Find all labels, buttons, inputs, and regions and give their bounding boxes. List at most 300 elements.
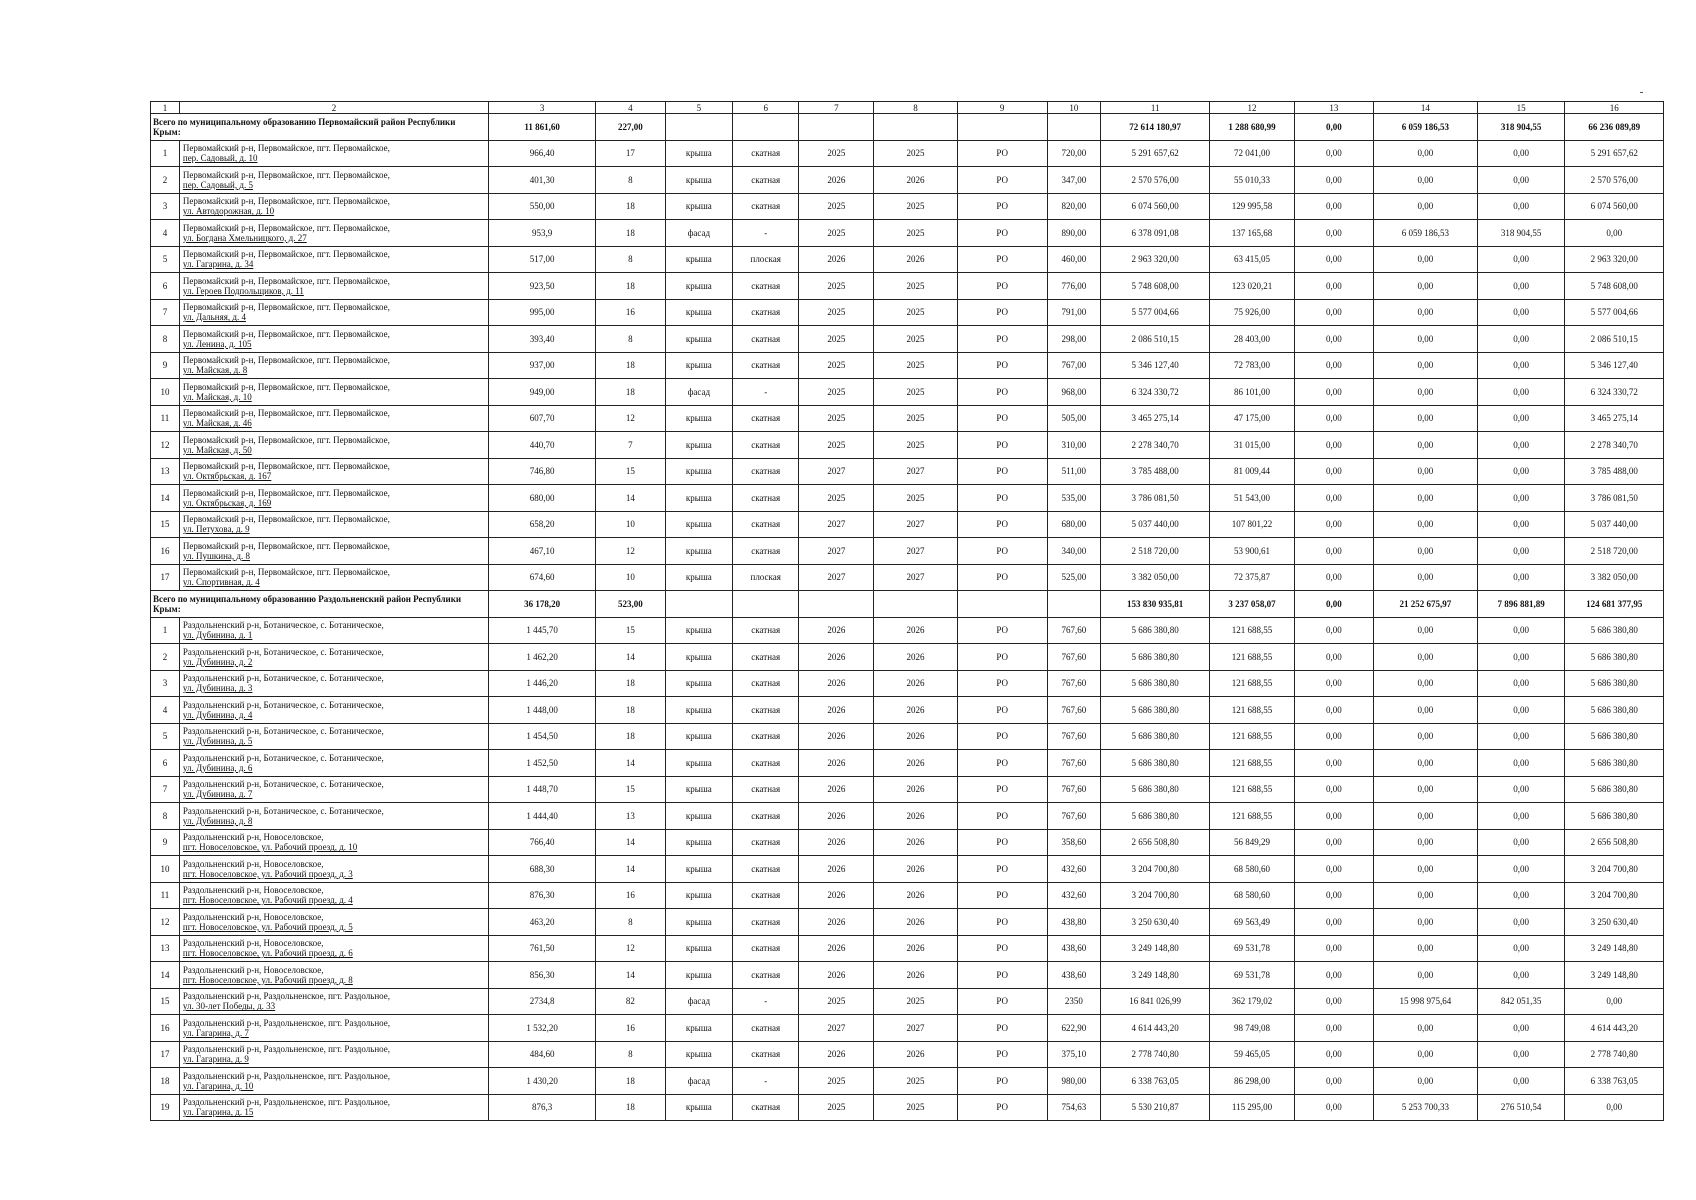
table-cell: скатная	[733, 1015, 799, 1042]
table-cell: РО	[957, 723, 1047, 750]
capital-repair-table	[150, 101, 1664, 1121]
address-line: Первомайский р-н, Первомайское, пгт. Первомайское,	[182, 143, 390, 154]
table-cell: 3 465 275,14	[1101, 405, 1210, 432]
table-cell: крыша	[665, 485, 732, 512]
table-cell: 3 250 630,40	[1565, 909, 1664, 936]
table-cell: 2026	[799, 644, 874, 671]
table-row	[151, 803, 1664, 830]
table-cell: 0,00	[1294, 670, 1373, 697]
table-cell: 121 688,55	[1210, 750, 1295, 777]
table-cell: крыша	[665, 617, 732, 644]
address-cell	[179, 909, 488, 936]
table-cell: 121 688,55	[1210, 644, 1295, 671]
table-cell: 72 783,00	[1210, 352, 1295, 379]
table-cell: 18	[596, 273, 666, 300]
table-cell: 2025	[874, 299, 957, 326]
table-cell: 15	[596, 617, 666, 644]
row-number: 6	[151, 273, 180, 300]
table-cell: 0,00	[1373, 511, 1477, 538]
table-cell: 0,00	[1477, 246, 1565, 273]
table-cell: 0,00	[1477, 1068, 1565, 1095]
table-cell: 1 454,50	[489, 723, 596, 750]
row-number: 4	[151, 220, 180, 247]
table-cell: 2025	[874, 1094, 957, 1121]
table-cell: 0,00	[1477, 326, 1565, 353]
table-cell: 0,00	[1294, 352, 1373, 379]
row-number: 1	[151, 140, 180, 167]
table-row	[151, 246, 1664, 273]
table-cell: 2026	[799, 803, 874, 830]
address-street: ул. Майская, д. 50	[182, 444, 252, 455]
table-cell: 2025	[874, 193, 957, 220]
table-cell: 0,00	[1373, 273, 1477, 300]
table-cell: 53 900,61	[1210, 538, 1295, 565]
address-line: Раздольненский р-н, Ботаническое, с. Ботаническое,	[182, 673, 384, 684]
table-cell: крыша	[665, 697, 732, 724]
table-row	[151, 379, 1664, 406]
table-cell: -	[733, 379, 799, 406]
row-number: 9	[151, 829, 180, 856]
table-cell: 3 204 700,80	[1101, 882, 1210, 909]
column-number: 2	[179, 102, 488, 114]
address-line: Первомайский р-н, Первомайское, пгт. Первомайское,	[182, 461, 390, 472]
row-number: 18	[151, 1068, 180, 1095]
table-cell: 0,00	[1477, 299, 1565, 326]
table-cell: 8	[596, 326, 666, 353]
table-cell: скатная	[733, 485, 799, 512]
table-cell: скатная	[733, 167, 799, 194]
table-cell: 0,00	[1565, 1094, 1664, 1121]
address-cell	[179, 962, 488, 989]
address-line: Раздольненский р-н, Раздольненское, пгт. Раздольное,	[182, 1070, 390, 1081]
table-cell: 0,00	[1294, 1015, 1373, 1042]
address-line: Первомайский р-н, Первомайское, пгт. Первомайское,	[182, 540, 390, 551]
table-cell: 720,00	[1047, 140, 1101, 167]
address-cell	[179, 538, 488, 565]
table-cell: скатная	[733, 511, 799, 538]
address-cell	[179, 617, 488, 644]
table-cell: скатная	[733, 140, 799, 167]
table-cell: 18	[596, 1094, 666, 1121]
table-cell: 2027	[799, 1015, 874, 1042]
table-cell: 2026	[874, 856, 957, 883]
table-cell: 2 518 720,00	[1565, 538, 1664, 565]
table-cell: 121 688,55	[1210, 723, 1295, 750]
table-cell: РО	[957, 909, 1047, 936]
table-cell: 876,30	[489, 882, 596, 909]
address-line: Раздольненский р-н, Раздольненское, пгт. Раздольное,	[182, 1017, 390, 1028]
table-cell: крыша	[665, 299, 732, 326]
table-cell: 28 403,00	[1210, 326, 1295, 353]
table-cell: 2027	[799, 564, 874, 591]
table-cell: скатная	[733, 750, 799, 777]
table-cell: 18	[596, 379, 666, 406]
table-cell: крыша	[665, 511, 732, 538]
address-street: пгт. Новоселовское, ул. Рабочий проезд, д. 4	[182, 895, 353, 906]
table-cell: 0,00	[1373, 617, 1477, 644]
table-cell: фасад	[665, 379, 732, 406]
address-line: Раздольненский р-н, Новоселовское,	[182, 885, 324, 896]
table-cell: 0,00	[1373, 644, 1477, 671]
table-cell: 14	[596, 750, 666, 777]
table-cell: 688,30	[489, 856, 596, 883]
table-cell: 0,00	[1477, 140, 1565, 167]
table-cell: 467,10	[489, 538, 596, 565]
table-cell: 4 614 443,20	[1101, 1015, 1210, 1042]
table-cell: 16 841 026,99	[1101, 988, 1210, 1015]
table-cell: РО	[957, 140, 1047, 167]
table-cell: 15	[596, 776, 666, 803]
table-cell: крыша	[665, 538, 732, 565]
table-cell: 0,00	[1565, 988, 1664, 1015]
address-street: ул. Дубинина, д. 1	[182, 630, 253, 641]
row-number: 12	[151, 432, 180, 459]
table-cell: 0,00	[1477, 644, 1565, 671]
table-cell: скатная	[733, 670, 799, 697]
table-cell: 767,00	[1047, 352, 1101, 379]
table-cell: 674,60	[489, 564, 596, 591]
table-cell: 1 430,20	[489, 1068, 596, 1095]
column-number: 4	[596, 102, 666, 114]
table-cell: 0,00	[1477, 697, 1565, 724]
table-cell: 16	[596, 882, 666, 909]
table-cell: крыша	[665, 273, 732, 300]
table-cell: 86 298,00	[1210, 1068, 1295, 1095]
row-number: 14	[151, 485, 180, 512]
table-cell: 0,00	[1294, 803, 1373, 830]
table-cell: 0,00	[1294, 299, 1373, 326]
table-cell: 2027	[874, 458, 957, 485]
table-cell: 18	[596, 352, 666, 379]
table-cell: 0,00	[1294, 909, 1373, 936]
row-number: 14	[151, 962, 180, 989]
table-cell: 2026	[874, 1041, 957, 1068]
total-cell: 3 237 058,07	[1210, 591, 1295, 618]
address-cell	[179, 432, 488, 459]
table-cell: 5 686 380,80	[1565, 617, 1664, 644]
table-row	[151, 220, 1664, 247]
table-cell: 2025	[799, 273, 874, 300]
table-cell: скатная	[733, 1094, 799, 1121]
table-cell: скатная	[733, 803, 799, 830]
table-cell: 2026	[799, 167, 874, 194]
table-cell: 1 452,50	[489, 750, 596, 777]
table-cell: 2026	[874, 644, 957, 671]
address-line: Раздольненский р-н, Ботаническое, с. Ботаническое,	[182, 726, 384, 737]
table-cell: 0,00	[1294, 193, 1373, 220]
table-cell: -	[733, 988, 799, 1015]
table-cell: 6 338 763,05	[1565, 1068, 1664, 1095]
table-cell: 761,50	[489, 935, 596, 962]
total-cell: 36 178,20	[489, 591, 596, 618]
table-row	[151, 405, 1664, 432]
address-line: Раздольненский р-н, Новоселовское,	[182, 938, 324, 949]
table-cell: 2026	[799, 617, 874, 644]
address-cell	[179, 829, 488, 856]
total-cell: 6 059 186,53	[1373, 114, 1477, 141]
table-row	[151, 962, 1664, 989]
table-cell: 767,60	[1047, 697, 1101, 724]
address-line: Первомайский р-н, Первомайское, пгт. Первомайское,	[182, 567, 390, 578]
table-cell: 0,00	[1373, 352, 1477, 379]
table-cell: 0,00	[1294, 962, 1373, 989]
total-cell: 318 904,55	[1477, 114, 1565, 141]
row-number: 11	[151, 882, 180, 909]
table-cell: 484,60	[489, 1041, 596, 1068]
table-cell: 2026	[799, 909, 874, 936]
table-cell: 2026	[799, 962, 874, 989]
table-cell: 949,00	[489, 379, 596, 406]
table-cell: 0,00	[1294, 246, 1373, 273]
table-cell: 0,00	[1294, 750, 1373, 777]
table-cell: 0,00	[1373, 538, 1477, 565]
table-cell: 923,50	[489, 273, 596, 300]
table-cell: РО	[957, 458, 1047, 485]
column-number: 6	[733, 102, 799, 114]
table-cell: 0,00	[1477, 750, 1565, 777]
table-cell: 3 465 275,14	[1565, 405, 1664, 432]
table-cell: 2025	[799, 326, 874, 353]
table-cell: 842 051,35	[1477, 988, 1565, 1015]
table-cell: скатная	[733, 617, 799, 644]
address-street: ул. Майская, д. 8	[182, 365, 248, 376]
table-cell: 2025	[874, 988, 957, 1015]
table-cell: скатная	[733, 697, 799, 724]
address-line: Первомайский р-н, Первомайское, пгт. Первомайское,	[182, 434, 390, 445]
table-cell: 2 278 340,70	[1565, 432, 1664, 459]
row-number: 10	[151, 379, 180, 406]
table-cell: 0,00	[1477, 882, 1565, 909]
table-cell: 16	[596, 1015, 666, 1042]
row-number: 8	[151, 803, 180, 830]
table-cell: 51 543,00	[1210, 485, 1295, 512]
table-cell: 2 778 740,80	[1101, 1041, 1210, 1068]
table-cell: 0,00	[1373, 750, 1477, 777]
table-cell: скатная	[733, 1041, 799, 1068]
table-cell: 3 250 630,40	[1101, 909, 1210, 936]
table-body	[151, 102, 1664, 1121]
table-cell: 0,00	[1294, 564, 1373, 591]
total-cell: 0,00	[1294, 591, 1373, 618]
table-cell: 0,00	[1294, 432, 1373, 459]
total-cell: 1 288 680,99	[1210, 114, 1295, 141]
address-street: ул. Октябрьская, д. 169	[182, 497, 272, 508]
table-cell: крыша	[665, 432, 732, 459]
table-cell: 276 510,54	[1477, 1094, 1565, 1121]
table-cell: 362 179,02	[1210, 988, 1295, 1015]
table-cell: 0,00	[1373, 909, 1477, 936]
table-cell: 550,00	[489, 193, 596, 220]
table-cell: 776,00	[1047, 273, 1101, 300]
address-cell	[179, 485, 488, 512]
table-cell: 0,00	[1477, 617, 1565, 644]
table-cell: 0,00	[1477, 909, 1565, 936]
total-label: Всего по муниципальному образованию Первомайский район Республики Крым:	[151, 114, 489, 141]
table-row	[151, 935, 1664, 962]
address-line: Раздольненский р-н, Ботаническое, с. Ботаническое,	[182, 620, 384, 631]
table-cell: 2026	[874, 167, 957, 194]
address-cell	[179, 458, 488, 485]
table-cell: 505,00	[1047, 405, 1101, 432]
address-street: ул. Дубинина, д. 2	[182, 656, 253, 667]
address-line: Раздольненский р-н, Ботаническое, с. Ботаническое,	[182, 699, 384, 710]
table-cell: крыша	[665, 829, 732, 856]
address-cell	[179, 273, 488, 300]
table-cell: 3 786 081,50	[1565, 485, 1664, 512]
table-cell: скатная	[733, 352, 799, 379]
table-cell: 81 009,44	[1210, 458, 1295, 485]
table-cell: 0,00	[1477, 273, 1565, 300]
table-cell: 121 688,55	[1210, 697, 1295, 724]
table-cell: скатная	[733, 644, 799, 671]
address-cell	[179, 750, 488, 777]
address-line: Раздольненский р-н, Раздольненское, пгт. Раздольное,	[182, 1044, 390, 1055]
table-cell: 0,00	[1373, 856, 1477, 883]
table-cell: 5 686 380,80	[1565, 803, 1664, 830]
table-cell: 123 020,21	[1210, 273, 1295, 300]
table-cell: 2026	[874, 776, 957, 803]
table-cell: РО	[957, 670, 1047, 697]
table-cell: 2025	[799, 432, 874, 459]
table-cell: 2 086 510,15	[1565, 326, 1664, 353]
table-row	[151, 1015, 1664, 1042]
table-cell: 658,20	[489, 511, 596, 538]
table-cell: 2 656 508,80	[1565, 829, 1664, 856]
address-line: Первомайский р-н, Первомайское, пгт. Первомайское,	[182, 302, 390, 313]
section-total-row	[151, 114, 1664, 141]
address-line: Раздольненский р-н, Ботаническое, с. Ботаническое,	[182, 646, 384, 657]
table-cell: 0,00	[1294, 776, 1373, 803]
table-cell: 876,3	[489, 1094, 596, 1121]
table-cell: РО	[957, 564, 1047, 591]
table-cell: 0,00	[1294, 538, 1373, 565]
address-street: пгт. Новоселовское, ул. Рабочий проезд, д. 8	[182, 974, 353, 985]
table-row	[151, 697, 1664, 724]
table-cell: 767,60	[1047, 750, 1101, 777]
table-cell: 18	[596, 670, 666, 697]
table-cell: 2027	[874, 511, 957, 538]
table-cell: 2026	[799, 670, 874, 697]
table-cell: 401,30	[489, 167, 596, 194]
table-cell: РО	[957, 617, 1047, 644]
table-cell: 438,60	[1047, 962, 1101, 989]
address-line: Первомайский р-н, Первомайское, пгт. Первомайское,	[182, 196, 390, 207]
address-cell	[179, 193, 488, 220]
column-number: 11	[1101, 102, 1210, 114]
table-cell: 3 786 081,50	[1101, 485, 1210, 512]
address-line: Первомайский р-н, Первомайское, пгт. Первомайское,	[182, 355, 390, 366]
table-cell: 0,00	[1294, 723, 1373, 750]
row-number: 15	[151, 988, 180, 1015]
table-cell: 340,00	[1047, 538, 1101, 565]
table-cell: РО	[957, 220, 1047, 247]
table-row	[151, 538, 1664, 565]
table-cell: 0,00	[1477, 723, 1565, 750]
table-cell: 0,00	[1373, 882, 1477, 909]
address-street: ул. Богдана Хмельницкого, д. 27	[182, 232, 307, 243]
table-cell: 438,80	[1047, 909, 1101, 936]
table-cell: 460,00	[1047, 246, 1101, 273]
table-cell: РО	[957, 935, 1047, 962]
table-cell: РО	[957, 326, 1047, 353]
table-cell: 968,00	[1047, 379, 1101, 406]
address-cell	[179, 1041, 488, 1068]
table-cell: 6 378 091,08	[1101, 220, 1210, 247]
table-cell: 2026	[874, 697, 957, 724]
table-cell: 5 346 127,40	[1565, 352, 1664, 379]
table-cell: 1 444,40	[489, 803, 596, 830]
column-number: 12	[1210, 102, 1295, 114]
table-cell: 440,70	[489, 432, 596, 459]
table-cell: 121 688,55	[1210, 803, 1295, 830]
table-cell: 0,00	[1373, 935, 1477, 962]
table-cell: 2026	[874, 935, 957, 962]
table-cell: крыша	[665, 167, 732, 194]
table-cell: 2027	[874, 538, 957, 565]
table-cell: 0,00	[1477, 167, 1565, 194]
table-cell: 2 656 508,80	[1101, 829, 1210, 856]
table-cell: 0,00	[1373, 697, 1477, 724]
table-cell: 746,80	[489, 458, 596, 485]
table-cell: 5 686 380,80	[1565, 670, 1664, 697]
address-line: Первомайский р-н, Первомайское, пгт. Первомайское,	[182, 514, 390, 525]
table-cell: 55 010,33	[1210, 167, 1295, 194]
table-cell: 0,00	[1294, 935, 1373, 962]
row-number: 10	[151, 856, 180, 883]
address-cell	[179, 723, 488, 750]
address-street: ул. Пушкина, д. 8	[182, 550, 250, 561]
table-row	[151, 299, 1664, 326]
table-cell: 0,00	[1477, 432, 1565, 459]
row-number: 5	[151, 723, 180, 750]
table-cell: РО	[957, 352, 1047, 379]
row-number: 3	[151, 670, 180, 697]
table-cell: крыша	[665, 458, 732, 485]
address-cell	[179, 167, 488, 194]
table-cell: 14	[596, 829, 666, 856]
table-cell: 953,9	[489, 220, 596, 247]
address-cell	[179, 326, 488, 353]
table-cell: 2026	[799, 1041, 874, 1068]
address-street: ул. Октябрьская, д. 167	[182, 471, 272, 482]
table-cell: 2025	[799, 352, 874, 379]
table-cell: 2025	[874, 352, 957, 379]
table-row	[151, 564, 1664, 591]
table-cell: РО	[957, 644, 1047, 671]
total-cell	[665, 114, 732, 141]
table-cell: крыша	[665, 352, 732, 379]
table-cell: 98 749,08	[1210, 1015, 1295, 1042]
table-cell: 2026	[874, 829, 957, 856]
table-cell: РО	[957, 299, 1047, 326]
total-label: Всего по муниципальному образованию Раздольненский район Республики Крым:	[151, 591, 489, 618]
address-street: ул. Ленина, д. 105	[182, 338, 252, 349]
table-cell: 0,00	[1294, 882, 1373, 909]
scan-mark	[1640, 92, 1643, 93]
table-row	[151, 326, 1664, 353]
table-cell: 3 785 488,00	[1101, 458, 1210, 485]
table-cell: 0,00	[1294, 1094, 1373, 1121]
table-cell: 754,63	[1047, 1094, 1101, 1121]
table-cell: 438,60	[1047, 935, 1101, 962]
address-street: ул. Петухова, д. 9	[182, 524, 250, 535]
table-cell: 0,00	[1373, 458, 1477, 485]
table-cell: 69 531,78	[1210, 962, 1295, 989]
table-cell: 0,00	[1294, 644, 1373, 671]
table-cell: 2 570 576,00	[1565, 167, 1664, 194]
table-cell: 69 563,49	[1210, 909, 1295, 936]
table-cell: 15	[596, 458, 666, 485]
